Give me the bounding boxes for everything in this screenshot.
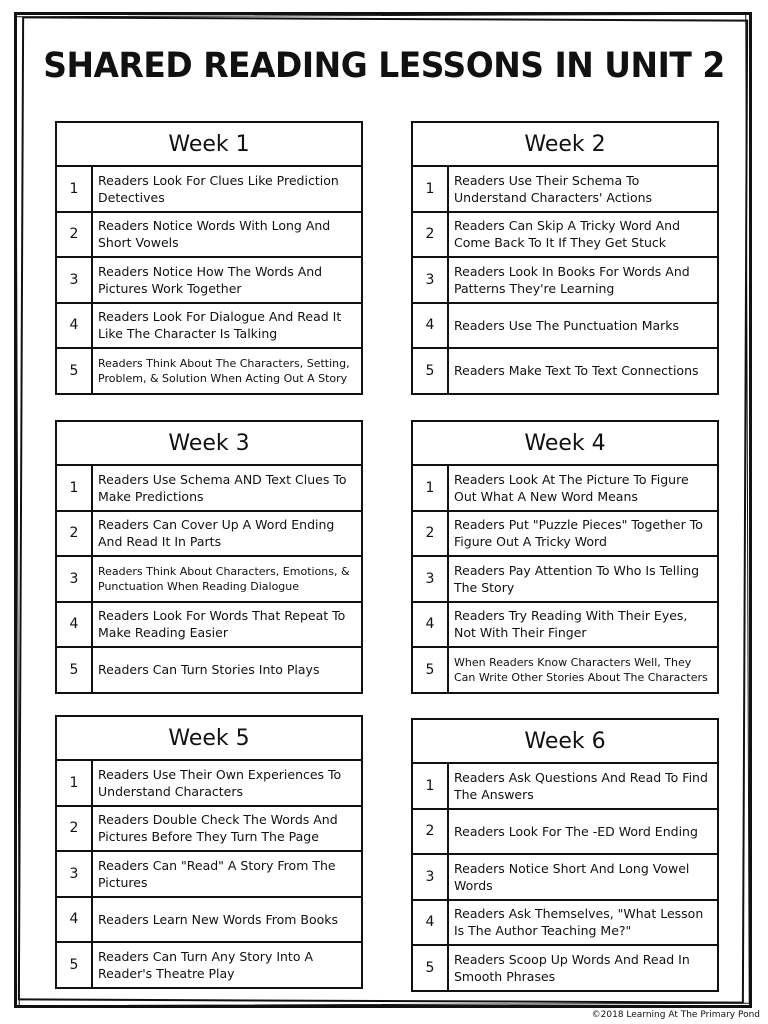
lesson-number: 4 [57,304,93,348]
lesson-row [57,213,361,259]
lesson-text: Readers Notice How The Words And Pictures Work Together [98,263,323,296]
lesson-number: 1 [57,761,93,805]
lesson-text: Readers Can Turn Stories Into Plays [98,662,320,678]
lesson-row [57,258,361,304]
lesson-row [413,764,717,810]
week-heading: Week 3 [57,422,361,466]
lesson-text: Readers Put "Puzzle Pieces" Together To Figure Out A Tricky Word [454,517,703,550]
lesson-text: Readers Use The Punctuation Marks [454,317,680,333]
lesson-number: 3 [57,852,93,896]
lesson-text: Readers Can Cover Up A Word Ending And Read It In Parts [98,517,335,550]
lesson-number: 3 [57,557,93,601]
lesson-row [57,167,361,213]
week-heading: Week 2 [413,123,717,167]
lesson-number: 5 [57,648,93,692]
lesson-row [413,557,717,603]
lesson-number: 3 [413,855,449,899]
lesson-text: Readers Double Check The Words And Pictures Before They Turn The Page [98,812,338,845]
lesson-number: 4 [57,603,93,647]
lesson-row [413,258,717,304]
lesson-number: 2 [57,213,93,257]
lesson-text: Readers Pay Attention To Who Is Telling The Story [454,562,700,595]
lesson-row [413,213,717,259]
lesson-row [57,557,361,603]
week-heading: Week 5 [57,717,361,761]
lesson-row [413,304,717,350]
lesson-row [413,167,717,213]
lesson-number: 4 [413,901,449,945]
lesson-number: 3 [413,557,449,601]
lesson-text: Readers Look In Books For Words And Patterns They're Learning [454,263,690,296]
lesson-row [57,761,361,807]
lesson-row [57,898,361,944]
lesson-text: Readers Look For Clues Like Prediction Detectives [98,172,339,205]
lesson-row [413,946,717,990]
lesson-number: 5 [57,349,93,393]
lesson-row [57,466,361,512]
lesson-number: 5 [413,349,449,393]
page-title: SHARED READING LESSONS IN UNIT 2 [43,46,725,86]
lesson-text: Readers Make Text To Text Connections [454,363,699,379]
lesson-text: Readers Learn New Words From Books [98,911,339,927]
lesson-row [57,512,361,558]
week-2-table [411,121,719,395]
lesson-row [57,807,361,853]
lesson-row [413,810,717,856]
lesson-text: Readers Can Turn Any Story Into A Reader's Theatre Play [98,948,314,981]
lesson-number: 1 [413,167,449,211]
lesson-number: 5 [413,946,449,990]
lesson-row [413,901,717,947]
lesson-row [413,349,717,393]
lesson-number: 1 [413,466,449,510]
lesson-text: Readers Think About Characters, Emotions, & Punctuation When Reading Dialogue [98,564,350,593]
lesson-text: Readers Look For Words That Repeat To Make Reading Easier [98,608,346,641]
lesson-row [413,512,717,558]
lesson-number: 4 [57,898,93,942]
lesson-row [57,349,361,393]
copyright-footer: ©2018 Learning At The Primary Pond [591,1010,760,1020]
lesson-row [57,852,361,898]
lesson-row [57,603,361,649]
lesson-row [413,466,717,512]
lesson-number: 2 [413,810,449,854]
lesson-row [413,603,717,649]
lesson-text: Readers Ask Questions And Read To Find The Answers [454,769,708,802]
lesson-text: Readers Can "Read" A Story From The Pictures [98,857,336,890]
lesson-text: Readers Use Their Schema To Understand Characters' Actions [454,172,653,205]
lesson-number: 4 [413,304,449,348]
lesson-number: 3 [57,258,93,302]
lesson-number: 2 [413,213,449,257]
lesson-text: Readers Look For Dialogue And Read It Like The Character Is Talking [98,309,342,342]
week-heading: Week 1 [57,123,361,167]
lesson-row [57,943,361,987]
lesson-number: 5 [413,648,449,692]
lesson-text: Readers Can Skip A Tricky Word And Come Back To It If They Get Stuck [454,218,681,251]
lesson-number: 2 [57,807,93,851]
lesson-number: 1 [57,466,93,510]
lesson-number: 2 [413,512,449,556]
lesson-row [57,304,361,350]
lesson-text: When Readers Know Characters Well, They Can Write Other Stories About The Characters [454,655,708,684]
lesson-text: Readers Use Their Own Experiences To Understand Characters [98,766,342,799]
lesson-text: Readers Scoop Up Words And Read In Smooth Phrases [454,951,690,984]
lesson-text: Readers Ask Themselves, "What Lesson Is The Author Teaching Me?" [454,906,704,939]
lesson-number: 1 [57,167,93,211]
lesson-text: Readers Notice Words With Long And Short Vowels [98,218,331,251]
lesson-row [413,648,717,692]
week-heading: Week 6 [413,720,717,764]
week-4-table [411,420,719,694]
lesson-number: 2 [57,512,93,556]
lesson-number: 1 [413,764,449,808]
lesson-number: 3 [413,258,449,302]
week-5-table [55,715,363,989]
lesson-number: 5 [57,943,93,987]
week-heading: Week 4 [413,422,717,466]
lesson-text: Readers Notice Short And Long Vowel Words [454,860,690,893]
lesson-number: 4 [413,603,449,647]
lesson-text: Readers Look At The Picture To Figure Out What A New Word Means [454,471,689,504]
lesson-text: Readers Think About The Characters, Setting, Problem, & Solution When Acting Out A Story [98,356,350,385]
week-1-table [55,121,363,395]
week-3-table [55,420,363,694]
lesson-text: Readers Try Reading With Their Eyes, Not With Their Finger [454,608,688,641]
lesson-text: Readers Look For The -ED Word Ending [454,823,698,839]
week-6-table [411,718,719,992]
lesson-row [57,648,361,692]
lesson-text: Readers Use Schema AND Text Clues To Make Predictions [98,471,347,504]
lesson-row [413,855,717,901]
